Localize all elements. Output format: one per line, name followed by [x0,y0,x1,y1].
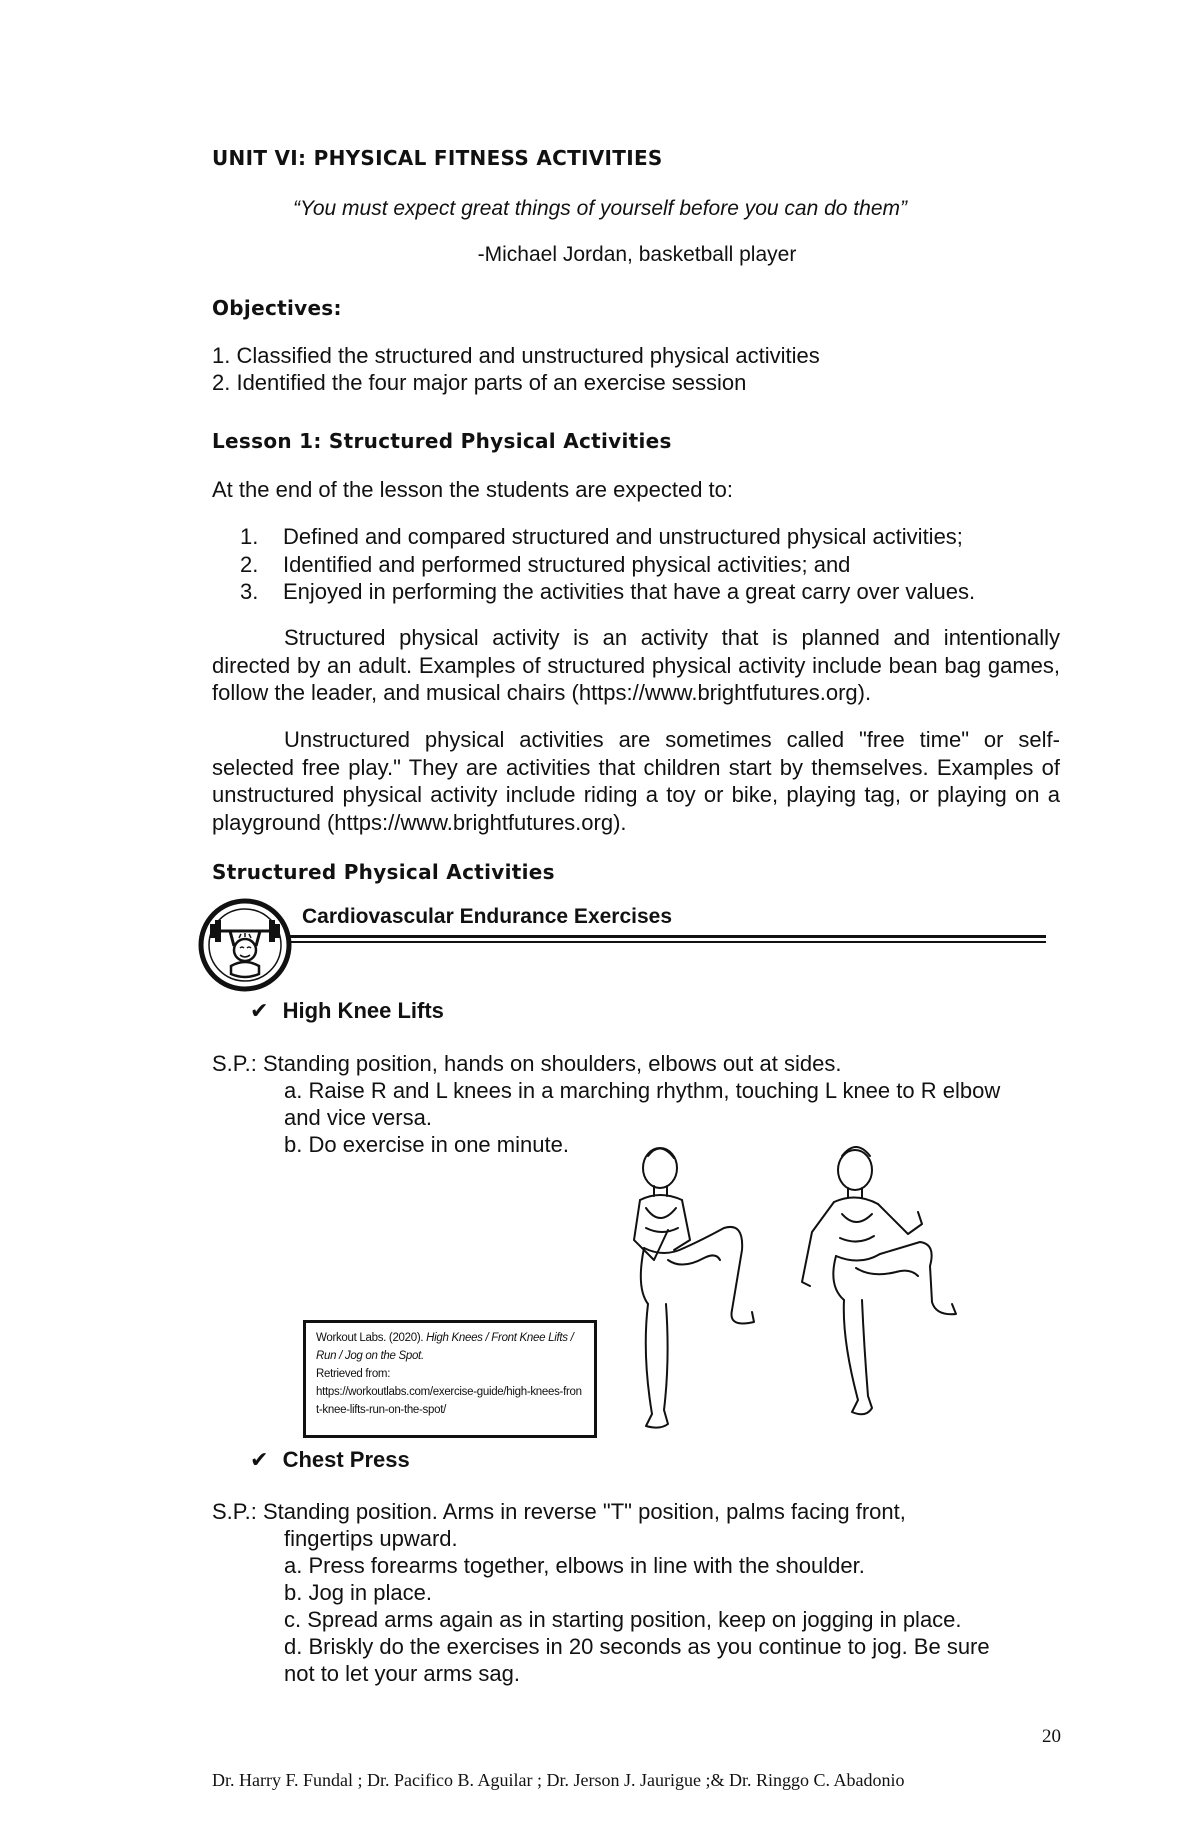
quote: “You must expect great things of yourself before you can do them” [292,197,907,220]
citation-url[interactable]: https://workoutlabs.com/exercise-guide/high-knees-front-knee-lifts-run-on-the-spot/ [316,1386,582,1416]
exercise-step: a. Raise R and L knees in a marching rhythm, touching L knee to R elbow [284,1078,1001,1103]
paragraph-structured: Structured physical activity is an activity that is planned and intentionally directed by an adult. Examples of structured physical activity include bean bag games, follow the leader, and musical chairs (https://www.brightfutures.org). [212,625,1060,705]
citation-box [303,1320,597,1438]
exercise-step: and vice versa. [284,1105,432,1130]
quote-author: -Michael Jordan, basketball player [477,243,797,266]
unit-title: UNIT VI: PHYSICAL FITNESS ACTIVITIES [212,146,663,170]
exercise-sp-cont: fingertips upward. [284,1526,458,1551]
objective-item: 2. Identified the four major parts of an exercise session [212,370,747,395]
list-item: 1. Defined and compared structured and unstructured physical activities; [240,524,963,549]
check-icon: ✔ [250,999,269,1024]
list-item: 3. Enjoyed in performing the activities that have a great carry over values. [240,579,976,604]
banner-rule [290,935,1046,938]
banner-rule-thin [290,941,1046,943]
section-heading: Structured Physical Activities [212,860,555,884]
exercise-sp: S.P.: Standing position. Arms in reverse "T" position, palms facing front, [212,1499,906,1524]
exercise-sp: S.P.: Standing position, hands on shoulders, elbows out at sides. [212,1051,842,1076]
figure-one [634,1148,754,1428]
high-knee-figure-icon [610,1138,970,1438]
exercise-title-chest-press: ✔ Chest Press [250,1447,410,1473]
exercise-title-high-knee: ✔ High Knee Lifts [250,998,444,1024]
paragraph-unstructured: Unstructured physical activities are sometimes called "free time" or self-selected free play." They are activities that children start by themselves. Examples of unstructured physical activity include riding a toy or bike, playing tag, or playing on a playground (https://www.brightfutures.org). [212,727,1060,835]
footer-authors: Dr. Harry F. Fundal ; Dr. Pacifico B. Aguilar ; Dr. Jerson J. Jaurigue ;& Dr. Ringgo C. Abadonio [212,1770,905,1790]
objectives-heading: Objectives: [212,296,342,320]
list-item: 2. Identified and performed structured physical activities; and [240,551,851,577]
exercise-step: b. Do exercise in one minute. [284,1132,569,1157]
objective-item: 1. Classified the structured and unstructured physical activities [212,343,820,368]
exercise-step: b. Jog in place. [284,1580,432,1605]
lesson-objectives-list [240,523,975,606]
citation-prefix: Workout Labs. (2020). [316,1332,427,1344]
exercise-step: a. Press forearms together, elbows in line with the shoulder. [284,1553,865,1578]
check-icon: ✔ [250,1448,269,1473]
exercise-step: d. Briskly do the exercises in 20 seconds as you continue to jog. Be sure [284,1634,990,1659]
exercise-step: not to let your arms sag. [284,1661,520,1686]
figure-two [802,1147,956,1414]
lesson-intro: At the end of the lesson the students are expected to: [212,477,734,502]
banner-title: Cardiovascular Endurance Exercises [302,905,673,928]
page-number: 20 [1042,1726,1061,1747]
exercise-step: c. Spread arms again as in starting position, keep on jogging in place. [284,1607,962,1632]
lesson-title: Lesson 1: Structured Physical Activities [212,429,672,453]
weightlifter-icon [198,898,292,992]
citation-retrieved: Retrieved from: [316,1368,391,1380]
citation-title: High Knees / Front Knee Lifts / Run / Jog on the Spot. [316,1332,574,1362]
